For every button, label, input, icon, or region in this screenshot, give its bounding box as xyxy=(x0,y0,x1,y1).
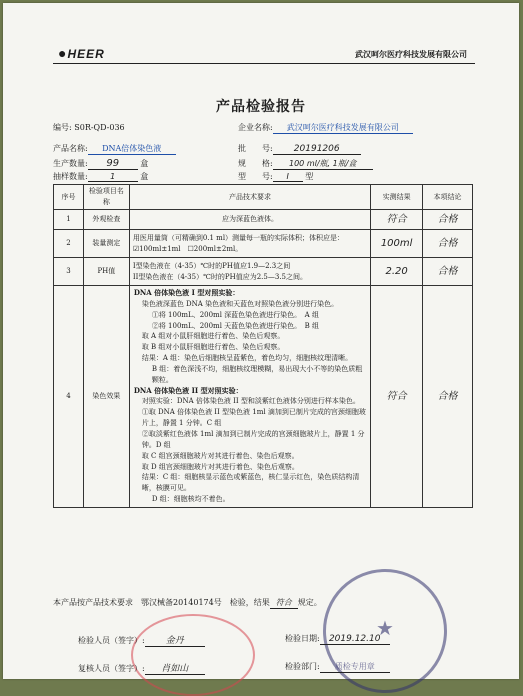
effect-line: 结果：A 组：染色后细胞核呈蓝紫色，着色均匀，细胞核纹理清晰。 xyxy=(141,354,353,363)
effect-line: 染色液深蓝色 DNA 染色液和天蓝色对照染色液分别进行染色。 xyxy=(141,299,339,308)
col-header-requirement: 产品技术要求 xyxy=(129,185,370,210)
conclusion-text: 本产品按产品技术要求 鄂汉械备20140174号 检验，结果 xyxy=(53,598,270,607)
enterprise-field: 企业名称: 武汉呵尔医疗科技发展有限公司 xyxy=(238,122,413,134)
report-sheet xyxy=(3,3,519,679)
heer-logo: ●HEER xyxy=(58,45,105,61)
header-divider xyxy=(53,63,475,64)
row-conclusion: 合格 xyxy=(423,210,473,230)
row-no: 4 xyxy=(54,286,84,508)
row-result: 符合 xyxy=(371,286,423,508)
inspector-signature: 检验人员（签字）: 金丹 xyxy=(78,633,205,647)
row-conclusion: 合格 xyxy=(423,286,473,508)
spec-field: 规 格: 100 ml/瓶, 1瓶/盒 xyxy=(238,158,373,170)
company-header: 武汉呵尔医疗科技发展有限公司 xyxy=(355,49,467,59)
effect-line: 对照实验：DNA 倍体染色液 II 型和淡紫红色液体分别进行样本染色。 xyxy=(141,397,360,406)
table-row xyxy=(54,258,473,286)
row-result: 符合 xyxy=(371,210,423,230)
effect-line: 取 B 组对小鼠肝细胞进行着色、染色后观察。 xyxy=(141,343,285,352)
row-no: 3 xyxy=(54,258,84,286)
effect-line: DNA 倍体染色液 I 型对照实验： xyxy=(133,288,240,297)
row-conclusion: 合格 xyxy=(423,230,473,258)
col-header-result: 实测结果 xyxy=(371,185,423,210)
effect-line: D 组：细胞核均不着色。 xyxy=(151,495,230,504)
reviewer-signature: 复核人员（签字）: 肖如山 xyxy=(78,661,205,675)
col-header-item: 检验项目名称 xyxy=(83,185,129,210)
row-item: PH值 xyxy=(83,258,129,286)
table-row xyxy=(54,286,473,508)
requirement-line: II型染色液在（4-35）℃时的PH值应为2.5—3.5之间。 xyxy=(132,272,307,281)
batch-field: 批 号: 20191206 xyxy=(238,143,361,155)
inspection-dept: 检验部门: 质检专用章 xyxy=(285,661,390,673)
conclusion-statement xyxy=(53,597,322,609)
effect-line: 取 D 组宫颈细胞玻片对其进行着色、染色后观察。 xyxy=(141,462,299,471)
row-requirement xyxy=(129,230,370,258)
effect-line: 取 A 组对小鼠肝细胞进行着色、染色后观察。 xyxy=(141,332,285,341)
row-result: 2.20 xyxy=(371,258,423,286)
doc-number-field: 编号: S0R-QD-036 xyxy=(53,123,125,132)
row-requirement xyxy=(129,286,370,508)
row-conclusion: 合格 xyxy=(423,258,473,286)
requirement-line: ☑100ml±1ml ☐200ml±2ml。 xyxy=(132,244,243,253)
table-row xyxy=(54,210,473,230)
row-item: 装量测定 xyxy=(83,230,129,258)
table-header-row xyxy=(54,185,473,210)
effect-line: 取 C 组宫颈细胞玻片对其进行着色、染色后观察。 xyxy=(141,451,299,460)
effect-line: B 组：着色深浅不均，细胞核纹理模糊，易出现大小不等的染色质粗颗粒。 xyxy=(151,364,363,384)
col-header-conclusion: 本项结论 xyxy=(423,185,473,210)
inspection-table xyxy=(53,184,473,508)
row-result: 100ml xyxy=(371,230,423,258)
effect-line: ②取淡紫红色液体 1ml 滴加到已制片完成的宫颈细胞玻片上，静置 1 分钟。D 组 xyxy=(141,429,365,449)
row-no: 2 xyxy=(54,230,84,258)
requirement-line: I型染色液在（4-35）℃时的PH值应1.9—2.3之间 xyxy=(132,261,291,270)
row-requirement: 应为深蓝色液体。 xyxy=(129,210,370,230)
effect-line: DNA 倍体染色液 II 型对照实验： xyxy=(133,385,243,395)
requirement-line: 用医用量筒（可精确到0.1 ml）测量每一瓶的实际体积；体积应是： xyxy=(132,233,345,242)
row-item: 染色效果 xyxy=(83,286,129,508)
product-name-field: 产品名称: DNA倍体染色液 xyxy=(53,143,176,155)
inspection-date: 检验日期: 2019.12.10 xyxy=(285,633,390,645)
model-field: 型 号: I 型 xyxy=(238,172,314,181)
sample-quantity-field: 抽样数量: 1 盒 xyxy=(53,172,149,181)
conclusion-value: 符合 xyxy=(270,597,298,609)
document-title: 产品检验报告 xyxy=(216,99,306,115)
conclusion-end: 规定。 xyxy=(297,598,322,607)
company-seal-left xyxy=(131,614,255,696)
row-requirement xyxy=(129,258,370,286)
effect-line: ①取 DNA 倍体染色液 II 型染色液 1ml 滴加到已制片完成的宫颈细胞玻片上，静置 1 分钟。C 组 xyxy=(141,408,366,428)
row-item: 外观检查 xyxy=(83,210,129,230)
effect-line: ①将 100mL、200ml 深蓝色染色液进行染色。 A 组 xyxy=(151,310,319,319)
star-icon: ★ xyxy=(376,616,394,640)
effect-line: 结果：C 组：细胞核显示蓝色或紫蓝色，核仁显示红色，染色质结构清晰，核膜可见。 xyxy=(141,473,360,493)
quantity-field: 生产数量: 99 盒 xyxy=(53,158,149,169)
row-no: 1 xyxy=(54,210,84,230)
effect-line: ②将 100mL、200ml 天蓝色染色液进行染色。 B 组 xyxy=(151,321,320,330)
company-seal-right xyxy=(323,569,447,693)
table-row xyxy=(54,230,473,258)
col-header-no: 序号 xyxy=(54,185,84,210)
